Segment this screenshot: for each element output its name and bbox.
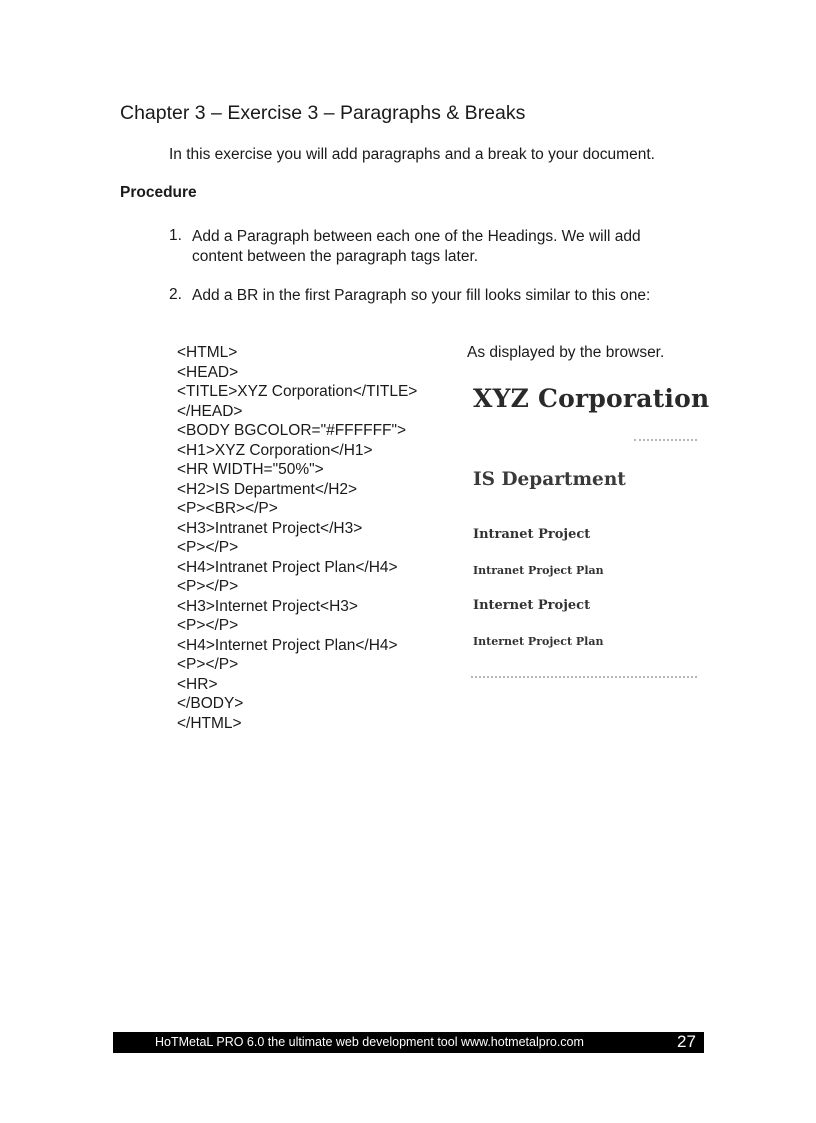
browser-preview	[467, 380, 710, 690]
preview-h4-intranet: Intranet Project Plan	[473, 564, 604, 577]
preview-h1: XYZ Corporation	[473, 384, 710, 413]
code-line: <P></P>	[177, 656, 239, 673]
page-number: 27	[677, 1032, 696, 1051]
code-line: <P><BR></P>	[177, 500, 278, 517]
step-line: Add a BR in the first Paragraph so your fill looks similar to this one:	[192, 287, 651, 304]
step-2-text	[192, 286, 650, 306]
code-line: <HTML>	[177, 344, 238, 361]
browser-caption: As displayed by the browser.	[467, 344, 665, 361]
code-line: <H3>Intranet Project</H3>	[177, 519, 363, 537]
footer-text: HoTMetaL PRO 6.0 the ultimate web development tool www.hotmetalpro.com	[155, 1035, 584, 1049]
preview-h3-intranet: Intranet Project	[473, 527, 591, 542]
code-line: <H1>XYZ Corporation</H1>	[177, 441, 373, 459]
preview-h2: IS Department	[473, 469, 626, 490]
code-line: <BODY BGCOLOR="#FFFFFF">	[177, 422, 407, 439]
code-line: <HEAD>	[177, 363, 239, 381]
preview-rule-full	[471, 676, 697, 678]
step-1	[169, 227, 182, 245]
code-line: <H3>Internet Project<H3>	[177, 597, 358, 615]
html-code-listing	[177, 343, 417, 733]
code-line: <P></P>	[177, 539, 239, 556]
code-line: <H4>Intranet Project Plan</H4>	[177, 558, 398, 576]
code-line: </BODY>	[177, 695, 244, 712]
intro-text: In this exercise you will add paragraphs and a break to your document.	[169, 146, 655, 163]
code-line: <HR WIDTH="50%">	[177, 461, 324, 478]
code-line: <TITLE>XYZ Corporation</TITLE>	[177, 383, 418, 400]
page-footer	[113, 1032, 704, 1053]
step-line: content between the paragraph tags later.	[192, 247, 479, 265]
procedure-heading: Procedure	[120, 184, 197, 201]
chapter-title: Chapter 3 – Exercise 3 – Paragraphs & Breaks	[120, 102, 526, 124]
preview-h3-internet: Internet Project	[473, 598, 591, 613]
code-line: <H2>IS Department</H2>	[177, 480, 358, 498]
code-line: </HTML>	[177, 714, 242, 732]
preview-rule-half	[634, 439, 697, 441]
step-number: 1.	[169, 227, 182, 244]
code-line: <HR>	[177, 675, 218, 693]
code-line: <P></P>	[177, 617, 239, 634]
step-line: Add a Paragraph between each one of the Headings. We will add	[192, 228, 641, 245]
code-line: <P></P>	[177, 578, 239, 595]
step-number: 2.	[169, 286, 182, 303]
code-line: <H4>Internet Project Plan</H4>	[177, 636, 398, 654]
step-1-text	[192, 227, 641, 266]
code-line: </HEAD>	[177, 402, 243, 420]
step-2	[169, 286, 182, 304]
preview-h4-internet: Internet Project Plan	[473, 635, 604, 648]
